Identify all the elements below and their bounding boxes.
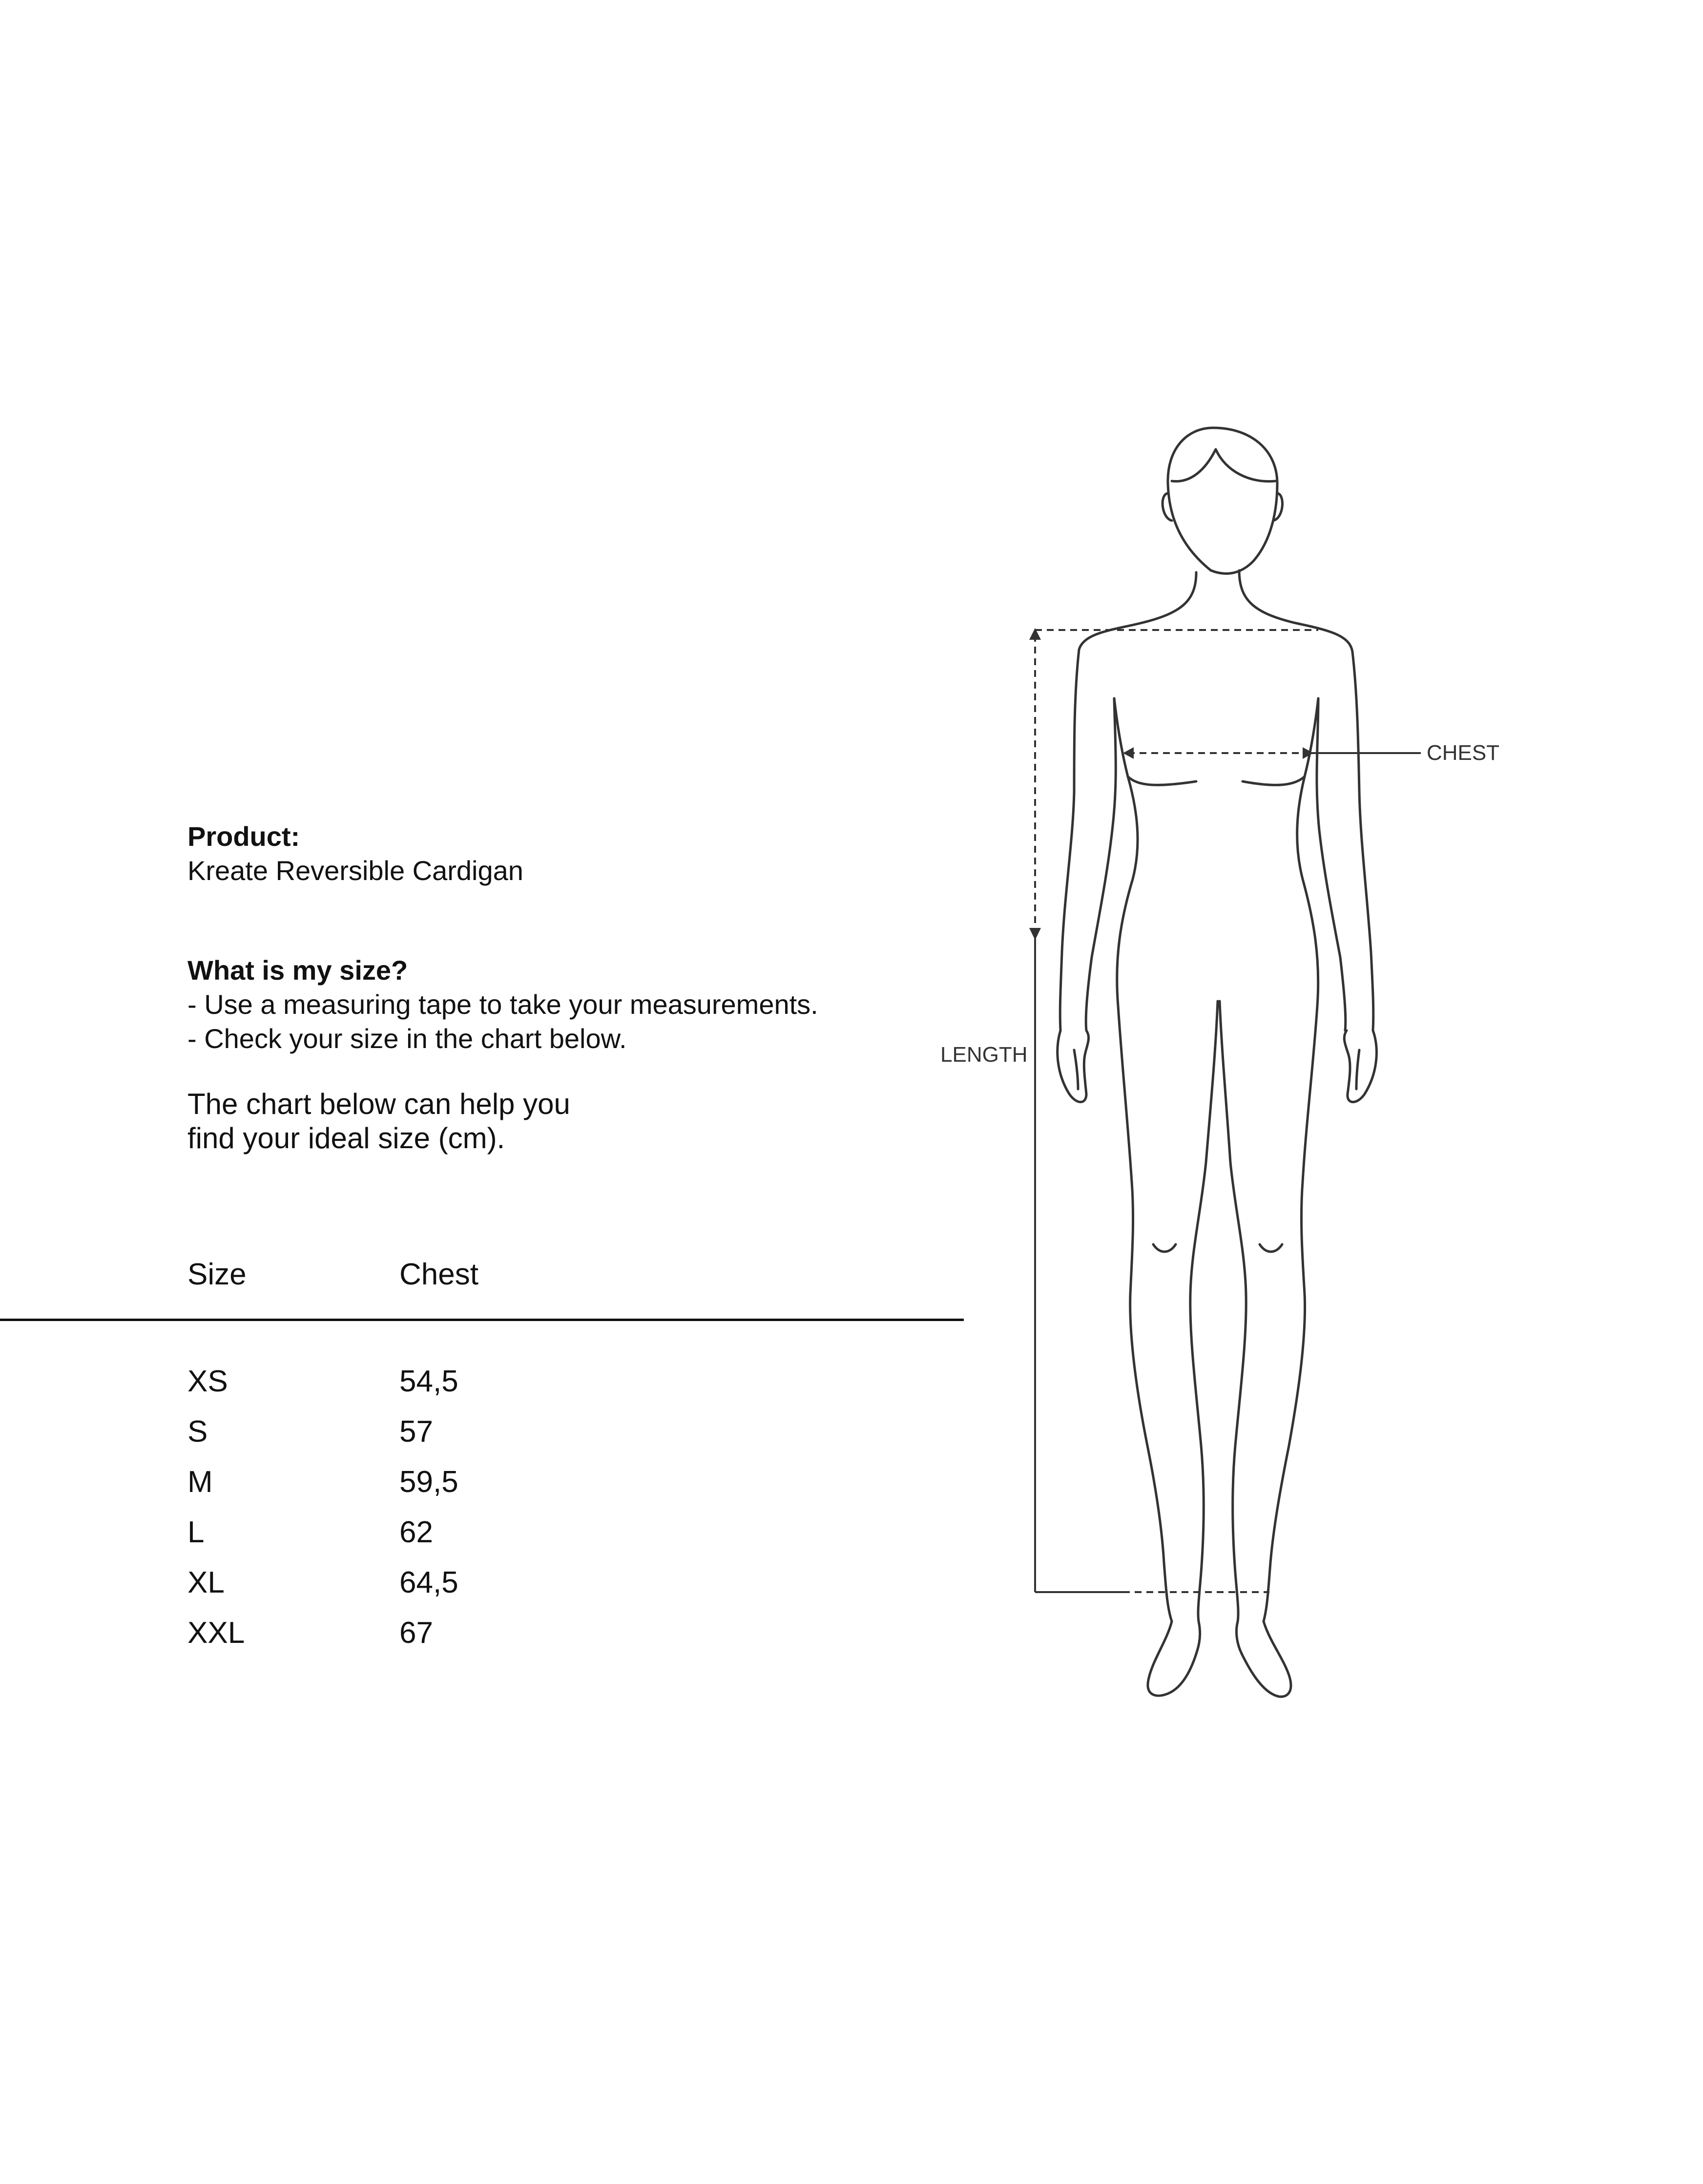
figure-chest-curve-right <box>1243 777 1305 785</box>
table-row <box>187 1415 871 1465</box>
chest-cell: 62 <box>399 1515 433 1549</box>
size-cell: L <box>187 1515 205 1549</box>
table-row <box>187 1616 871 1666</box>
figure-torso-left <box>1114 698 1172 1621</box>
figure-hand-left <box>1058 1030 1089 1102</box>
figure-arm-left-outer <box>1060 650 1079 1030</box>
figure-leg-left-inner <box>1190 1001 1218 1621</box>
figure-neck-right <box>1239 570 1352 652</box>
table-row <box>187 1365 871 1415</box>
table-header-divider <box>0 1319 964 1321</box>
figure-arm-right-inner <box>1317 698 1346 1030</box>
figure-arm-right-outer <box>1352 652 1373 1030</box>
figure-torso-right <box>1264 698 1318 1621</box>
size-help-step: - Check your size in the chart below. <box>187 1023 627 1054</box>
size-cell: XS <box>187 1365 228 1398</box>
figure-hair <box>1172 449 1275 482</box>
product-section <box>187 819 523 888</box>
size-help-heading: What is my size? <box>187 955 408 986</box>
chest-cell: 57 <box>399 1415 433 1449</box>
chart-intro <box>187 1087 570 1155</box>
size-cell: S <box>187 1415 208 1449</box>
figure-neck-left <box>1079 572 1196 650</box>
chart-intro-line: The chart below can help you <box>187 1088 570 1120</box>
figure-head <box>1168 428 1277 573</box>
size-help-step: - Use a measuring tape to take your measurements. <box>187 989 818 1020</box>
chest-cell: 59,5 <box>399 1465 458 1499</box>
size-cell: XL <box>187 1566 225 1599</box>
chest-cell: 64,5 <box>399 1566 458 1599</box>
product-name: Kreate Reversible Cardigan <box>187 855 523 886</box>
size-cell: M <box>187 1465 213 1499</box>
chest-cell: 67 <box>399 1616 433 1650</box>
figure-foot-left <box>1148 1621 1200 1696</box>
table-header-chest: Chest <box>399 1258 478 1291</box>
figure-hand-right <box>1344 1030 1376 1102</box>
table-row <box>187 1515 871 1566</box>
chart-intro-line: find your ideal size (cm). <box>187 1122 505 1155</box>
size-help-section <box>187 953 818 1056</box>
length-label: LENGTH <box>940 1043 1028 1067</box>
product-heading: Product: <box>187 821 300 852</box>
figure-knee-left <box>1153 1244 1176 1252</box>
length-arrow-bottom <box>1029 928 1041 940</box>
size-cell: XXL <box>187 1616 245 1650</box>
figure-arm-left-inner <box>1086 698 1116 1030</box>
size-table-body <box>187 1365 871 1666</box>
table-row <box>187 1465 871 1515</box>
figure-knee-right <box>1260 1244 1282 1252</box>
figure-leg-right-inner <box>1220 1001 1246 1621</box>
figure-chest-curve-left <box>1128 777 1196 785</box>
table-header-size: Size <box>187 1258 247 1291</box>
figure-foot-right <box>1236 1621 1290 1697</box>
table-row <box>187 1566 871 1616</box>
chest-cell: 54,5 <box>399 1365 458 1398</box>
chest-label: CHEST <box>1427 741 1500 765</box>
